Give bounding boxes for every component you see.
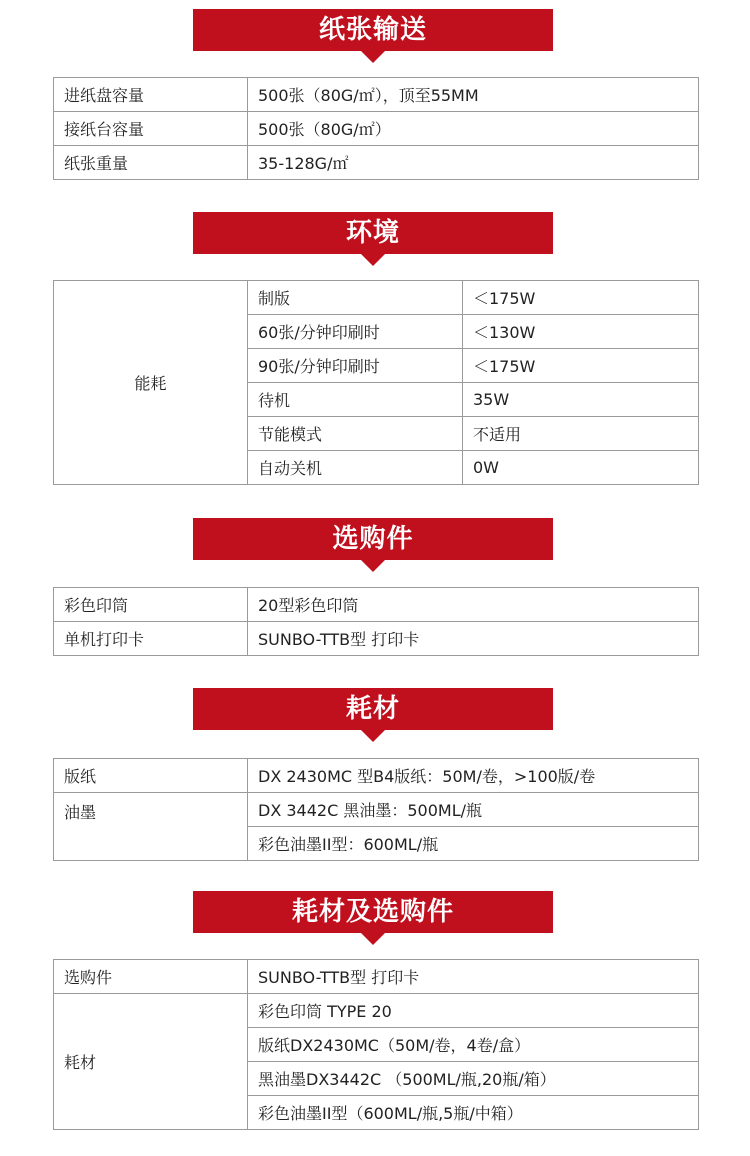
row-value: ＜130W: [463, 315, 699, 349]
row-value: 500张（80G/㎡）: [248, 112, 699, 146]
row-label: 60张/分钟印刷时: [248, 315, 463, 349]
row-value: 彩色油墨II型（600ML/瓶,5瓶/中箱）: [248, 1096, 699, 1130]
row-label: 进纸盘容量: [54, 78, 248, 112]
row-label: 接纸台容量: [54, 112, 248, 146]
section-title: 选购件: [332, 524, 414, 554]
row-label: 油墨: [54, 793, 248, 861]
table-row: [54, 146, 699, 180]
row-value: DX 2430MC 型B4版纸：50M/卷，>100版/卷: [248, 759, 699, 793]
row-value: SUNBO-TTB型 打印卡: [248, 960, 699, 994]
table-row: [54, 78, 699, 112]
row-value: 彩色印筒 TYPE 20: [248, 994, 699, 1028]
consumables-options-spec-table: [53, 959, 699, 1130]
table-row: [54, 588, 699, 622]
row-value: 彩色油墨II型：600ML/瓶: [248, 827, 699, 861]
row-label: 制版: [248, 281, 463, 315]
section-banner-options: [193, 518, 553, 560]
paper-spec-table: [53, 77, 699, 180]
row-label: 单机打印卡: [54, 622, 248, 656]
row-label: 待机: [248, 383, 463, 417]
table-row: [54, 281, 699, 315]
row-label: 节能模式: [248, 417, 463, 451]
row-value: 不适用: [463, 417, 699, 451]
row-label: 90张/分钟印刷时: [248, 349, 463, 383]
section-title: 耗材: [345, 694, 400, 724]
section-banner-environment: [193, 212, 553, 254]
row-value: ＜175W: [463, 281, 699, 315]
row-value: 黑油墨DX3442C （500ML/瓶,20瓶/箱）: [248, 1062, 699, 1096]
row-label: 彩色印筒: [54, 588, 248, 622]
section-title: 纸张输送: [318, 15, 427, 45]
row-label: 选购件: [54, 960, 248, 994]
row-value: SUNBO-TTB型 打印卡: [248, 622, 699, 656]
row-value: 35W: [463, 383, 699, 417]
row-value: 500张（80G/㎡），顶至55MM: [248, 78, 699, 112]
options-spec-table: [53, 587, 699, 656]
row-value: 35-128G/㎡: [248, 146, 699, 180]
table-row: [54, 759, 699, 793]
table-row: [54, 994, 699, 1028]
row-label: 版纸: [54, 759, 248, 793]
row-label: 自动关机: [248, 451, 463, 485]
row-value: 20型彩色印筒: [248, 588, 699, 622]
consumables-spec-table: [53, 758, 699, 861]
group-label-power: 能耗: [54, 281, 248, 485]
section-title: 耗材及选购件: [291, 897, 454, 927]
section-banner-consumables-options: [193, 891, 553, 933]
table-row: [54, 622, 699, 656]
row-value: ＜175W: [463, 349, 699, 383]
table-row: [54, 793, 699, 827]
environment-spec-table: [53, 280, 699, 485]
row-value: 版纸DX2430MC（50M/卷，4卷/盒）: [248, 1028, 699, 1062]
section-title: 环境: [345, 218, 400, 248]
section-banner-paper: [193, 9, 553, 51]
row-value: DX 3442C 黑油墨：500ML/瓶: [248, 793, 699, 827]
table-row: [54, 960, 699, 994]
section-banner-consumables: [193, 688, 553, 730]
row-value: 0W: [463, 451, 699, 485]
row-label: 纸张重量: [54, 146, 248, 180]
table-row: [54, 112, 699, 146]
group-label-consumables: 耗材: [54, 994, 248, 1130]
